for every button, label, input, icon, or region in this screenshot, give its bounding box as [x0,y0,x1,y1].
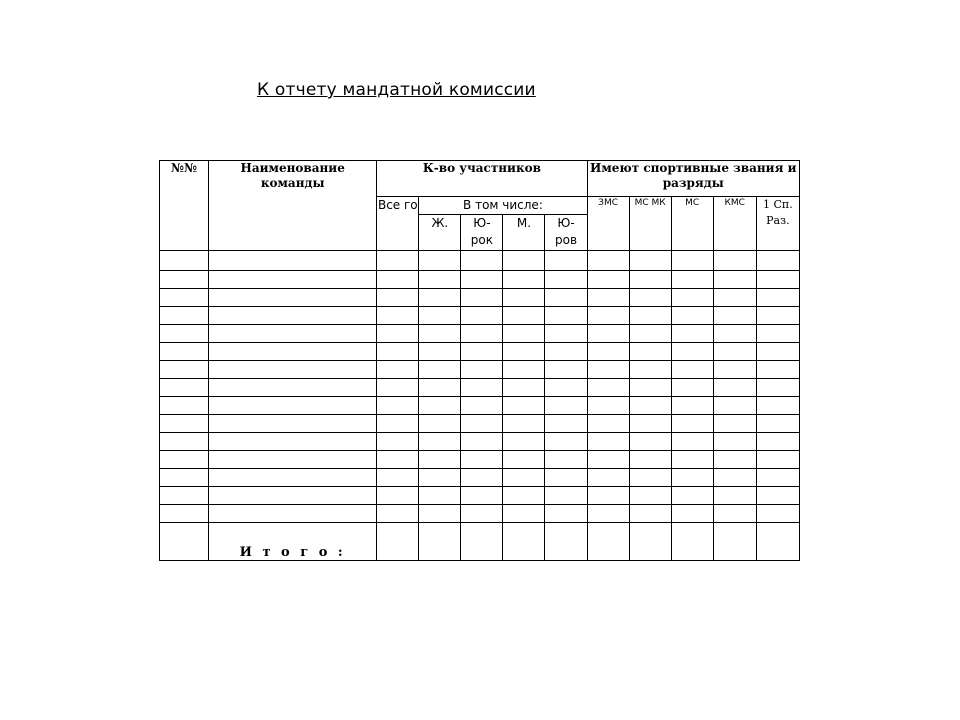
table-cell [629,487,671,505]
table-cell [377,325,419,343]
table-cell [587,415,629,433]
table-cell [461,451,503,469]
mandate-commission-table [159,160,800,561]
header-men: М. [503,215,545,251]
table-row [160,487,800,505]
table-cell [713,271,756,289]
table-cell [756,433,799,451]
header-number: №№ [160,161,209,251]
table-cell [587,361,629,379]
table-cell [419,451,461,469]
table-cell [461,343,503,361]
table-cell [209,451,377,469]
table-cell [419,307,461,325]
table-cell [419,361,461,379]
table-cell [160,325,209,343]
table-cell [713,397,756,415]
table-cell [503,361,545,379]
table-cell [713,343,756,361]
table-row [160,307,800,325]
table-cell [461,325,503,343]
table-cell [629,379,671,397]
table-cell [629,433,671,451]
table-cell [461,433,503,451]
table-cell [713,433,756,451]
total-row-cell [671,523,713,561]
table-cell [545,379,587,397]
total-row-cell [629,523,671,561]
header-including: В том числе: [419,197,587,215]
table-cell [545,469,587,487]
table-cell [587,451,629,469]
table-cell [756,343,799,361]
header-sport-ranks: Имеют спортивные звания и разряды [587,161,799,197]
table-cell [377,415,419,433]
total-row-cell [713,523,756,561]
table-cell [503,397,545,415]
table-cell [160,361,209,379]
table-cell [503,415,545,433]
table-cell [419,469,461,487]
table-cell [377,343,419,361]
table-cell [545,415,587,433]
table-cell [419,415,461,433]
table-cell [377,397,419,415]
table-cell [377,251,419,271]
table-row [160,451,800,469]
table-row [160,415,800,433]
table-cell [671,451,713,469]
table-cell [209,415,377,433]
table-cell [671,379,713,397]
table-cell [756,451,799,469]
table-cell [209,433,377,451]
table-cell [461,505,503,523]
table-cell [419,397,461,415]
table-cell [160,433,209,451]
table-cell [671,487,713,505]
table-cell [461,469,503,487]
table-row [160,397,800,415]
table-cell [503,505,545,523]
table-cell [209,505,377,523]
table-cell [160,505,209,523]
table-cell [629,307,671,325]
table-cell [160,469,209,487]
table-cell [713,325,756,343]
table-cell [209,343,377,361]
table-cell [461,379,503,397]
table-cell [671,397,713,415]
table-cell [545,251,587,271]
table-cell [209,307,377,325]
table-cell [461,307,503,325]
table-cell [419,289,461,307]
table-cell [419,251,461,271]
table-cell [160,397,209,415]
table-cell [629,469,671,487]
table-cell [545,271,587,289]
table-cell [545,289,587,307]
table-cell [756,271,799,289]
table-cell [419,433,461,451]
table-cell [756,415,799,433]
table-cell [671,325,713,343]
table-cell [756,469,799,487]
table-cell [377,487,419,505]
table-cell [713,251,756,271]
table-cell [671,361,713,379]
table-cell [377,289,419,307]
table-cell [377,271,419,289]
table-cell [629,271,671,289]
table-cell [160,289,209,307]
table-cell [671,271,713,289]
table-cell [629,397,671,415]
table-cell [209,469,377,487]
table-cell [587,397,629,415]
table-cell [377,433,419,451]
table-cell [160,415,209,433]
table-cell [587,271,629,289]
table-cell [629,505,671,523]
table-cell [461,271,503,289]
table-row [160,251,800,271]
table-cell [160,343,209,361]
table-cell [756,251,799,271]
header-women: Ж. [419,215,461,251]
table-cell [160,379,209,397]
header-rank-msmk: МС МК [629,197,671,251]
table-cell [419,487,461,505]
total-row-cell [419,523,461,561]
table-cell [671,415,713,433]
table-cell [461,487,503,505]
table-cell [419,271,461,289]
table-cell [756,379,799,397]
header-junior-men: Ю- ров [545,215,587,251]
total-row [160,523,800,561]
table-cell [209,271,377,289]
table-cell [545,343,587,361]
table-cell [503,325,545,343]
table-cell [209,325,377,343]
table-cell [713,505,756,523]
table-cell [756,325,799,343]
table-cell [377,361,419,379]
table-cell [503,433,545,451]
table-cell [671,289,713,307]
table-cell [503,379,545,397]
table-cell [461,289,503,307]
table-cell [503,469,545,487]
table-cell [461,361,503,379]
table-cell [587,505,629,523]
table-cell [713,379,756,397]
table-row [160,379,800,397]
total-row-cell [756,523,799,561]
table-cell [713,487,756,505]
header-total: Все го [377,197,419,251]
table-cell [503,251,545,271]
table-cell [587,469,629,487]
table-cell [713,451,756,469]
table-cell [377,505,419,523]
table-row [160,433,800,451]
table-cell [503,289,545,307]
table-cell [629,251,671,271]
table-row [160,361,800,379]
table-cell [545,451,587,469]
table-cell [756,361,799,379]
table-cell [756,505,799,523]
table-cell [629,361,671,379]
table-body [160,251,800,561]
table-cell [503,271,545,289]
table-row [160,325,800,343]
table-cell [377,307,419,325]
table-row [160,469,800,487]
table-cell [713,307,756,325]
table-cell [419,325,461,343]
table-cell [160,271,209,289]
table-cell [629,415,671,433]
header-rank-kms: КМС [713,197,756,251]
table-cell [545,487,587,505]
table-cell [160,307,209,325]
table-cell [671,433,713,451]
table-cell [461,397,503,415]
table-cell [419,379,461,397]
table-cell [629,451,671,469]
total-row-cell [587,523,629,561]
table-cell [377,379,419,397]
table-cell [160,451,209,469]
table-cell [503,343,545,361]
table-cell [377,451,419,469]
table-cell [545,325,587,343]
table-cell [629,343,671,361]
table-cell [629,289,671,307]
header-junior-women: Ю- рок [461,215,503,251]
table-cell [160,487,209,505]
total-row-cell [503,523,545,561]
table-cell [209,397,377,415]
header-rank-ms: МС [671,197,713,251]
table-cell [671,469,713,487]
table-cell [419,505,461,523]
table-cell [629,325,671,343]
table-cell [587,487,629,505]
table-cell [209,289,377,307]
table-row [160,343,800,361]
total-row-cell [160,523,209,561]
table-cell [671,343,713,361]
table-cell [209,487,377,505]
table-cell [209,379,377,397]
table-row [160,505,800,523]
table-cell [545,361,587,379]
header-team-name: Наименование команды [209,161,377,251]
table-cell [160,251,209,271]
table-cell [587,343,629,361]
table-cell [756,289,799,307]
table-cell [671,307,713,325]
total-row-cell [461,523,503,561]
header-rank-zms: ЗМС [587,197,629,251]
table-cell [545,397,587,415]
total-label: И т о г о : [209,523,377,561]
table-cell [587,379,629,397]
table-cell [713,289,756,307]
table-row [160,289,800,307]
table-cell [587,307,629,325]
table-cell [756,397,799,415]
table-cell [377,469,419,487]
page-title: К отчету мандатной комиссии [257,80,536,100]
table-cell [503,451,545,469]
table-cell [713,361,756,379]
table-cell [713,469,756,487]
table-cell [503,307,545,325]
header-participants-count: К-во участников [377,161,587,197]
table-cell [671,251,713,271]
table-cell [587,289,629,307]
table-cell [461,251,503,271]
table-cell [419,343,461,361]
total-row-cell [545,523,587,561]
table-cell [209,361,377,379]
table-cell [545,505,587,523]
table-cell [503,487,545,505]
table-cell [545,433,587,451]
table-cell [587,325,629,343]
header-rank-first-class: 1 Сп. Раз. [756,197,799,251]
table-cell [587,433,629,451]
table-cell [671,505,713,523]
table-cell [545,307,587,325]
table-cell [209,251,377,271]
table-cell [756,307,799,325]
total-row-cell [377,523,419,561]
table-cell [587,251,629,271]
table-cell [713,415,756,433]
table-row [160,271,800,289]
table-cell [461,415,503,433]
table-cell [756,487,799,505]
